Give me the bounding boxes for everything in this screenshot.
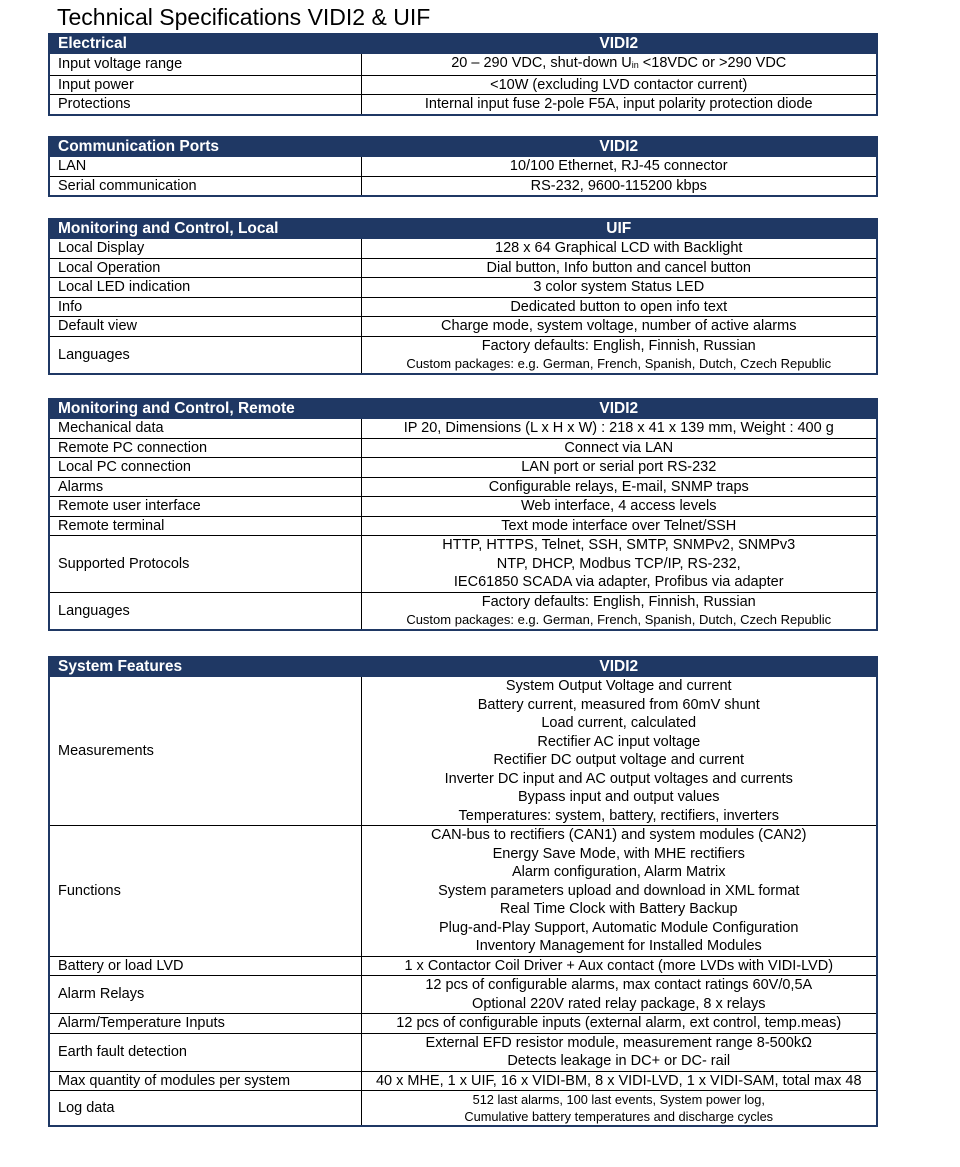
table-row: [49, 239, 877, 259]
row-value: [361, 536, 877, 593]
row-label: Battery or load LVD: [49, 956, 361, 976]
value-line: HTTP, HTTPS, Telnet, SSH, SMTP, SNMPv2, SNMPv3: [442, 537, 796, 553]
row-label: Default view: [49, 317, 361, 337]
table-row: [49, 95, 877, 115]
value-line: Temperatures: system, battery, rectifiers, inverters: [458, 807, 779, 824]
table-row: [49, 976, 877, 1014]
table-row: [49, 438, 877, 458]
table-header: [49, 219, 877, 239]
communication-table: [48, 136, 878, 197]
row-value: [361, 976, 877, 1014]
value-line: Factory defaults: English, Finnish, Russian: [481, 337, 756, 354]
row-label: Remote PC connection: [49, 438, 361, 458]
value-line: 12 pcs of configurable alarms, max contact ratings 60V/0,5A: [425, 977, 813, 993]
table-row: [49, 1033, 877, 1071]
table-row: [49, 317, 877, 337]
row-value: 40 x MHE, 1 x UIF, 16 x VIDI-BM, 8 x VIDI-LVD, 1 x VIDI-SAM, total max 48: [361, 1071, 877, 1091]
section-header: Electrical: [49, 34, 361, 54]
row-value: Connect via LAN: [361, 438, 877, 458]
row-label: Local Display: [49, 239, 361, 259]
value-line: Inventory Management for Installed Modules: [475, 938, 762, 954]
table-header: [49, 399, 877, 419]
row-label: Log data: [49, 1091, 361, 1127]
section-header: Monitoring and Control, Remote: [49, 399, 361, 419]
row-label: Supported Protocols: [49, 536, 361, 593]
table-row: [49, 477, 877, 497]
row-label: Local PC connection: [49, 458, 361, 478]
row-label: Alarm Relays: [49, 976, 361, 1014]
value-line: Plug-and-Play Support, Automatic Module Configuration: [439, 919, 799, 936]
table-header: [49, 34, 877, 54]
row-label: Languages: [49, 336, 361, 374]
table-row: [49, 458, 877, 478]
row-value: Web interface, 4 access levels: [361, 497, 877, 517]
row-label: Info: [49, 297, 361, 317]
row-value: <10W (excluding LVD contactor current): [361, 75, 877, 95]
row-label: LAN: [49, 157, 361, 177]
value-line: Optional 220V rated relay package, 8 x relays: [472, 995, 766, 1012]
table-row: [49, 336, 877, 374]
value-line: External EFD resistor module, measurement range 8-500kΩ: [425, 1034, 812, 1051]
electrical-table: [48, 33, 878, 116]
table-row: [49, 1014, 877, 1034]
local-control-table: [48, 218, 878, 375]
row-value: RS-232, 9600-115200 kbps: [361, 176, 877, 196]
value-line: NTP, DHCP, Modbus TCP/IP, RS-232,: [496, 555, 741, 572]
value-line: Custom packages: e.g. German, French, Spanish, Dutch, Czech Republic: [406, 356, 832, 371]
table-row: [49, 516, 877, 536]
row-label: Alarms: [49, 477, 361, 497]
value-line: Load current, calculated: [541, 715, 697, 731]
row-label: Local Operation: [49, 258, 361, 278]
section-header: System Features: [49, 657, 361, 677]
row-value: IP 20, Dimensions (L x H x W) : 218 x 41 x 139 mm, Weight : 400 g: [361, 419, 877, 439]
section-header: Monitoring and Control, Local: [49, 219, 361, 239]
table-row: [49, 1071, 877, 1091]
table-row: [49, 157, 877, 177]
value-line: Energy Save Mode, with MHE rectifiers: [492, 845, 745, 862]
value-line: 512 last alarms, 100 last events, System power log,: [472, 1092, 765, 1107]
row-value: LAN port or serial port RS-232: [361, 458, 877, 478]
table-row: [49, 278, 877, 298]
table-row: [49, 54, 877, 76]
value-line: System Output Voltage and current: [505, 678, 732, 694]
row-value: 20 – 290 VDC, shut-down $U_{in} <18VDC$ or >290 VDC: [361, 54, 877, 76]
table-header: [49, 657, 877, 677]
section-header: Communication Ports: [49, 137, 361, 157]
table-row: [49, 258, 877, 278]
row-value: Internal input fuse 2-pole F5A, input polarity protection diode: [361, 95, 877, 115]
row-label: Remote terminal: [49, 516, 361, 536]
row-value: 12 pcs of configurable inputs (external alarm, ext control, temp.meas): [361, 1014, 877, 1034]
row-label: Max quantity of modules per system: [49, 1071, 361, 1091]
page-title: Technical Specifications VIDI2 & UIF: [57, 4, 431, 30]
value-line: Factory defaults: English, Finnish, Russian: [481, 593, 756, 610]
row-value: Charge mode, system voltage, number of active alarms: [361, 317, 877, 337]
table-row: [49, 419, 877, 439]
row-label: Input voltage range: [49, 54, 361, 76]
column-header: VIDI2: [361, 657, 877, 677]
value-line: Real Time Clock with Battery Backup: [499, 901, 738, 917]
value-line: Cumulative battery temperatures and discharge cycles: [464, 1109, 774, 1124]
table-row: [49, 1091, 877, 1127]
value-line: System parameters upload and download in XML format: [438, 882, 800, 899]
column-header: VIDI2: [361, 399, 877, 419]
table-row: [49, 826, 877, 957]
table-header: [49, 137, 877, 157]
value-line: Alarm configuration, Alarm Matrix: [511, 864, 726, 880]
row-label: Alarm/Temperature Inputs: [49, 1014, 361, 1034]
row-value: [361, 336, 877, 374]
row-label: Protections: [49, 95, 361, 115]
row-value: 1 x Contactor Coil Driver + Aux contact (more LVDs with VIDI-LVD): [361, 956, 877, 976]
value-line: Rectifier AC input voltage: [537, 733, 701, 750]
row-value: 3 color system Status LED: [361, 278, 877, 298]
table-row: [49, 592, 877, 630]
row-value: [361, 826, 877, 957]
table-row: [49, 677, 877, 826]
table-row: [49, 536, 877, 593]
row-label: Remote user interface: [49, 497, 361, 517]
table-row: [49, 297, 877, 317]
row-label: Languages: [49, 592, 361, 630]
row-value: [361, 1091, 877, 1127]
row-label: Local LED indication: [49, 278, 361, 298]
row-value: [361, 592, 877, 630]
value-line: CAN-bus to rectifiers (CAN1) and system modules (CAN2): [431, 827, 807, 843]
row-label: Measurements: [49, 677, 361, 826]
row-value: Dial button, Info button and cancel button: [361, 258, 877, 278]
column-header: VIDI2: [361, 137, 877, 157]
row-label: Mechanical data: [49, 419, 361, 439]
value-line: Detects leakage in DC+ or DC- rail: [507, 1053, 731, 1069]
column-header: UIF: [361, 219, 877, 239]
row-value: 128 x 64 Graphical LCD with Backlight: [361, 239, 877, 259]
table-row: [49, 176, 877, 196]
value-line: Rectifier DC output voltage and current: [493, 752, 745, 768]
system-features-table: [48, 656, 878, 1127]
row-label: Serial communication: [49, 176, 361, 196]
value-line: Bypass input and output values: [517, 789, 720, 805]
table-row: [49, 956, 877, 976]
row-value: 10/100 Ethernet, RJ-45 connector: [361, 157, 877, 177]
row-value: Configurable relays, E-mail, SNMP traps: [361, 477, 877, 497]
row-label: Functions: [49, 826, 361, 957]
row-value: Dedicated button to open info text: [361, 297, 877, 317]
table-row: [49, 75, 877, 95]
value-line: IEC61850 SCADA via adapter, Profibus via adapter: [453, 574, 784, 590]
row-value: [361, 1033, 877, 1071]
remote-control-table: [48, 398, 878, 631]
value-line: Inverter DC input and AC output voltages and currents: [444, 770, 793, 787]
value-line: Battery current, measured from 60mV shunt: [477, 696, 760, 713]
column-header: VIDI2: [361, 34, 877, 54]
table-row: [49, 497, 877, 517]
value-line: Custom packages: e.g. German, French, Spanish, Dutch, Czech Republic: [406, 612, 832, 627]
row-value: Text mode interface over Telnet/SSH: [361, 516, 877, 536]
row-label: Earth fault detection: [49, 1033, 361, 1071]
row-value: [361, 677, 877, 826]
row-label: Input power: [49, 75, 361, 95]
